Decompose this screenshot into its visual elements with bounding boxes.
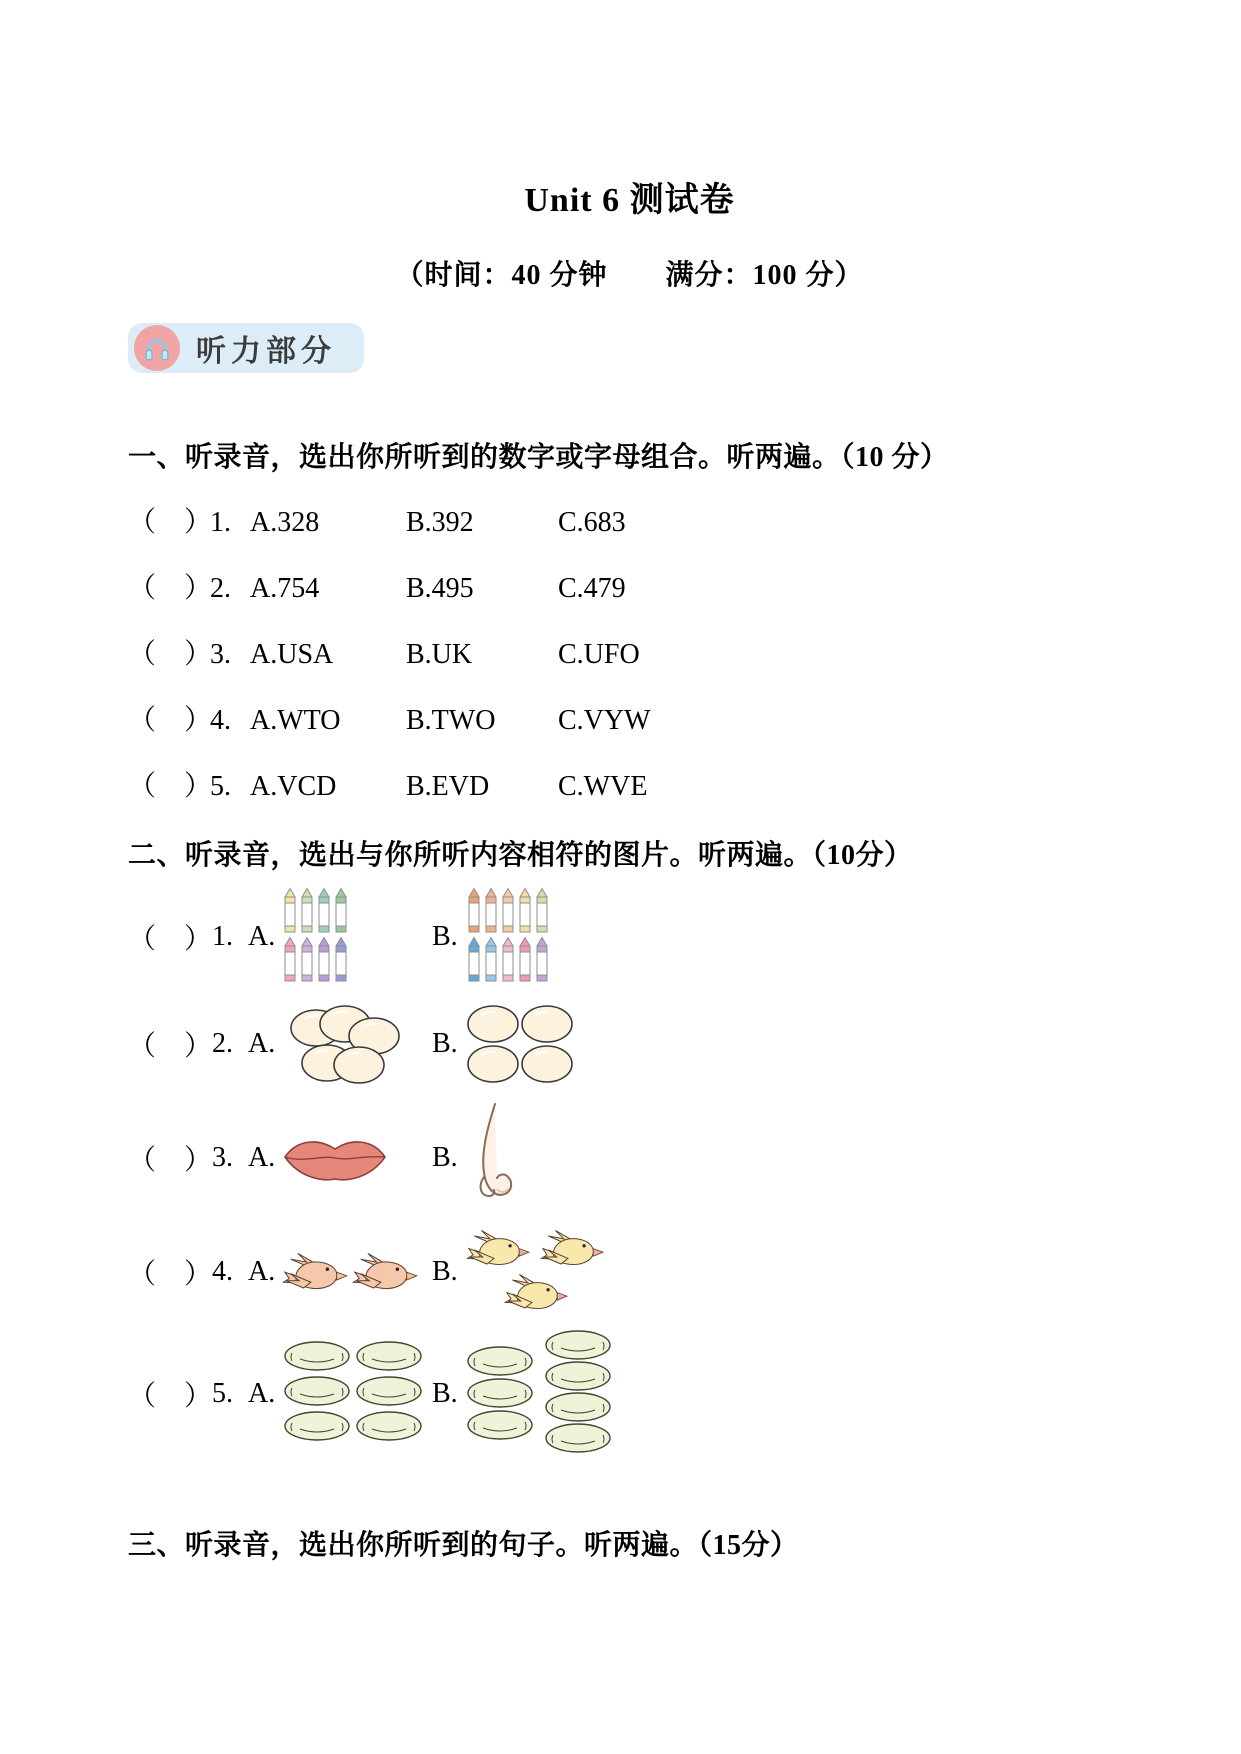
option-b-label: B. xyxy=(432,1378,458,1409)
question-number: 1. xyxy=(212,921,233,952)
eggs-image-a xyxy=(282,1001,432,1087)
answer-blank[interactable]: （ ） xyxy=(128,1145,213,1176)
question-number: 5. xyxy=(212,1378,233,1409)
option-b: B.EVD xyxy=(406,771,490,802)
option-c: C.683 xyxy=(558,507,626,538)
question-number: 2. xyxy=(212,1028,233,1059)
option-a: A.754 xyxy=(250,573,320,604)
option-a: A.VCD xyxy=(250,771,337,802)
option-b-label: B. xyxy=(432,1142,458,1173)
answer-blank[interactable]: （ ） xyxy=(128,1381,213,1412)
question-number: 5. xyxy=(210,771,231,802)
option-a-label: A. xyxy=(248,921,276,952)
option-b-label: B. xyxy=(432,921,458,952)
section3-heading: 三、听录音，选出你所听到的句子。听两遍。（15分） xyxy=(128,1530,799,1561)
question-row xyxy=(128,703,1131,739)
nose-image-b xyxy=(466,1101,516,1215)
question-number: 1. xyxy=(210,507,231,538)
lips-image-a xyxy=(282,1131,432,1185)
birds-image-a xyxy=(282,1250,432,1294)
option-b: B.UK xyxy=(406,639,473,670)
option-a: A.USA xyxy=(250,639,334,670)
listening-part-label: 听力部分 xyxy=(196,335,336,368)
birds-image-b xyxy=(466,1229,612,1315)
answer-blank[interactable]: （ ） xyxy=(128,924,213,955)
option-c: C.VYW xyxy=(558,705,651,736)
answer-blank[interactable]: （ ） xyxy=(128,1031,213,1062)
plates-image-a xyxy=(282,1338,432,1450)
answer-blank[interactable]: （ ） xyxy=(128,1259,213,1290)
eggs-image-b xyxy=(466,1004,574,1084)
answer-blank[interactable]: （ ） xyxy=(128,639,213,670)
picture-question-row xyxy=(128,1101,1131,1215)
listening-section-header xyxy=(128,323,1131,373)
section1-heading: 一、听录音，选出你所听到的数字或字母组合。听两遍。（10 分） xyxy=(128,442,949,473)
option-b: B.495 xyxy=(406,573,474,604)
option-b-label: B. xyxy=(432,1028,458,1059)
question-number: 3. xyxy=(210,639,231,670)
answer-blank[interactable]: （ ） xyxy=(128,771,213,802)
option-c: C.WVE xyxy=(558,771,648,802)
answer-blank[interactable]: （ ） xyxy=(128,507,213,538)
option-a: A.328 xyxy=(250,507,320,538)
option-b-label: B. xyxy=(432,1256,458,1287)
answer-blank[interactable]: （ ） xyxy=(128,573,213,604)
option-c: C.UFO xyxy=(558,639,640,670)
crayons-image-a xyxy=(282,887,432,987)
option-a-label: A. xyxy=(248,1142,276,1173)
option-b: B.392 xyxy=(406,507,474,538)
option-b: B.TWO xyxy=(406,705,496,736)
question-number: 2. xyxy=(210,573,231,604)
question-row xyxy=(128,505,1131,541)
answer-blank[interactable]: （ ） xyxy=(128,705,213,736)
listening-part-badge xyxy=(128,323,364,373)
option-a-label: A. xyxy=(248,1256,276,1287)
crayons-image-b xyxy=(466,887,553,987)
picture-question-row xyxy=(128,1001,1131,1087)
page-title: Unit 6 测试卷 xyxy=(524,182,735,219)
picture-question-row xyxy=(128,887,1131,987)
option-a: A.WTO xyxy=(250,705,341,736)
question-row xyxy=(128,571,1131,607)
page-subtitle: （时间：40 分钟 满分：100 分） xyxy=(395,260,864,291)
question-number: 4. xyxy=(210,705,231,736)
option-c: C.479 xyxy=(558,573,626,604)
picture-question-row xyxy=(128,1329,1131,1459)
picture-question-row xyxy=(128,1229,1131,1315)
question-row xyxy=(128,769,1131,805)
plates-image-b xyxy=(466,1329,614,1459)
option-a-label: A. xyxy=(248,1378,276,1409)
option-a-label: A. xyxy=(248,1028,276,1059)
question-number: 4. xyxy=(212,1256,233,1287)
question-row xyxy=(128,637,1131,673)
headphones-icon xyxy=(134,325,180,371)
question-number: 3. xyxy=(212,1142,233,1173)
section2-heading: 二、听录音，选出与你所听内容相符的图片。听两遍。（10分） xyxy=(128,840,913,871)
